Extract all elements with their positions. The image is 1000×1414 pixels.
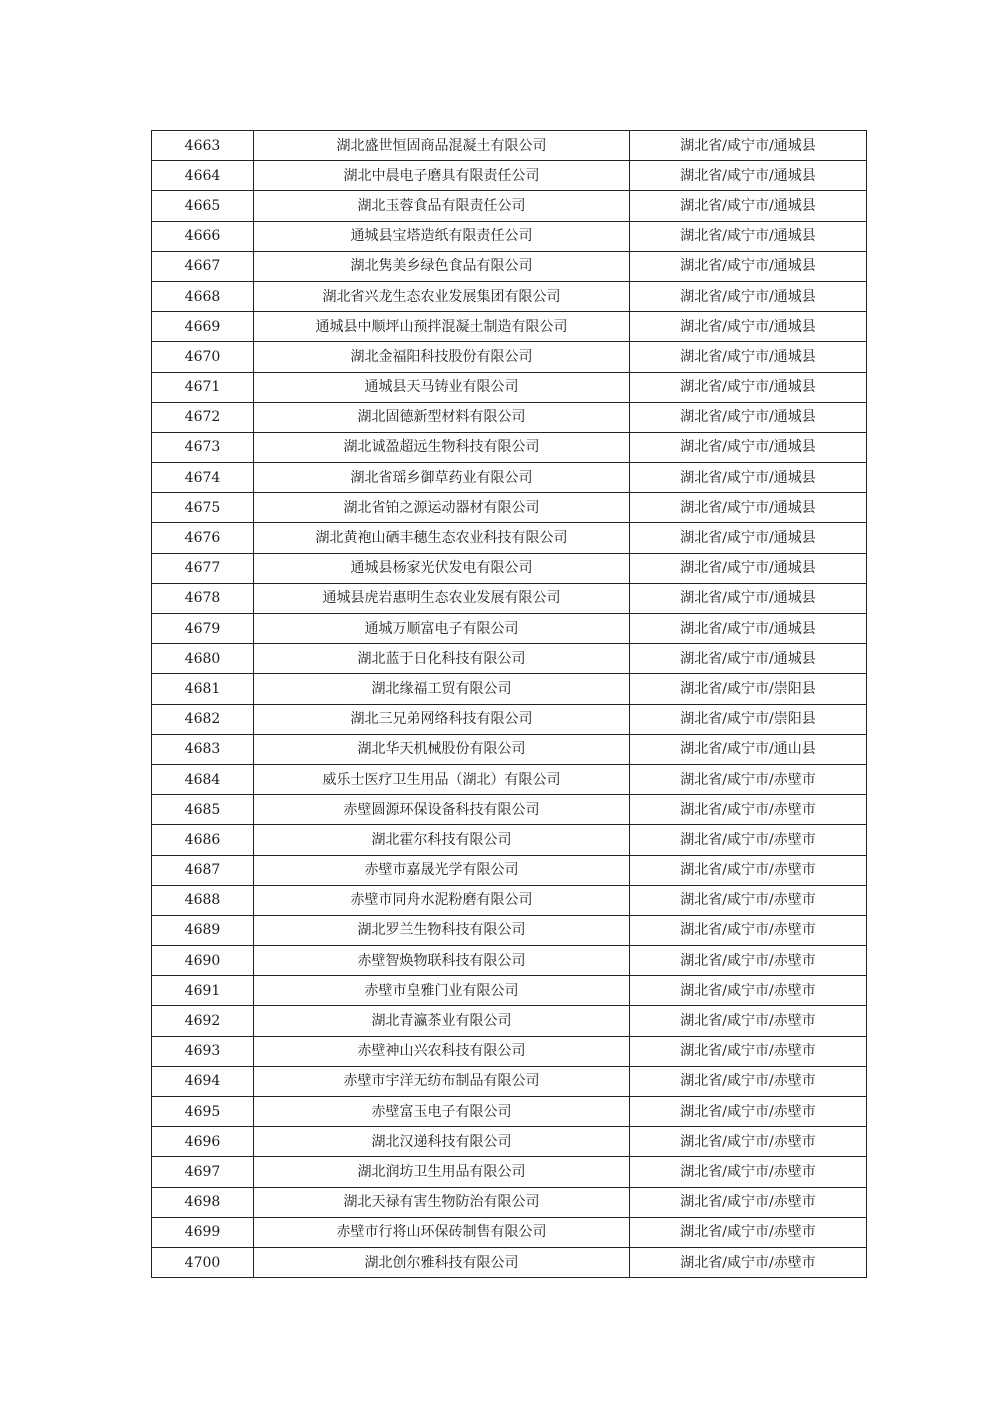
company-name-cell: 湖北黄袍山硒丰穗生态农业科技有限公司 — [254, 523, 630, 553]
company-name-cell: 湖北盛世恒固商品混凝土有限公司 — [254, 131, 630, 161]
company-name-cell: 湖北天禄有害生物防治有限公司 — [254, 1187, 630, 1217]
region-cell: 湖北省/咸宁市/通城县 — [630, 463, 867, 493]
row-number-cell: 4678 — [152, 583, 254, 613]
row-number-cell: 4692 — [152, 1006, 254, 1036]
table-row — [152, 915, 867, 945]
row-number-cell: 4695 — [152, 1097, 254, 1127]
company-name-cell: 通城万顺富电子有限公司 — [254, 614, 630, 644]
company-name-cell: 威乐士医疗卫生用品（湖北）有限公司 — [254, 764, 630, 794]
company-name-cell: 湖北华天机械股份有限公司 — [254, 734, 630, 764]
row-number-cell: 4693 — [152, 1036, 254, 1066]
region-cell: 湖北省/咸宁市/赤壁市 — [630, 764, 867, 794]
company-name-cell: 赤壁市行将山环保砖制售有限公司 — [254, 1217, 630, 1247]
table-row — [152, 1006, 867, 1036]
company-name-cell: 赤壁市皇雅门业有限公司 — [254, 976, 630, 1006]
company-name-cell: 赤壁市宇洋无纺布制品有限公司 — [254, 1066, 630, 1096]
company-name-cell: 湖北省瑶乡御草药业有限公司 — [254, 463, 630, 493]
row-number-cell: 4686 — [152, 825, 254, 855]
region-cell: 湖北省/咸宁市/赤壁市 — [630, 976, 867, 1006]
table-row — [152, 976, 867, 1006]
row-number-cell: 4683 — [152, 734, 254, 764]
row-number-cell: 4671 — [152, 372, 254, 402]
company-name-cell: 湖北蓝于日化科技有限公司 — [254, 644, 630, 674]
region-cell: 湖北省/咸宁市/赤壁市 — [630, 1006, 867, 1036]
company-name-cell: 通城县虎岩惠明生态农业发展有限公司 — [254, 583, 630, 613]
company-name-cell: 湖北缘福工贸有限公司 — [254, 674, 630, 704]
table-row — [152, 1247, 867, 1277]
row-number-cell: 4665 — [152, 191, 254, 221]
region-cell: 湖北省/咸宁市/通山县 — [630, 734, 867, 764]
company-name-cell: 湖北汉递科技有限公司 — [254, 1127, 630, 1157]
company-name-cell: 湖北省兴龙生态农业发展集团有限公司 — [254, 281, 630, 311]
row-number-cell: 4694 — [152, 1066, 254, 1096]
row-number-cell: 4664 — [152, 161, 254, 191]
company-name-cell: 湖北玉蓉食品有限责任公司 — [254, 191, 630, 221]
table-row — [152, 523, 867, 553]
table-row — [152, 583, 867, 613]
row-number-cell: 4696 — [152, 1127, 254, 1157]
company-name-cell: 湖北隽美乡绿色食品有限公司 — [254, 251, 630, 281]
table-row — [152, 764, 867, 794]
region-cell: 湖北省/咸宁市/赤壁市 — [630, 1187, 867, 1217]
region-cell: 湖北省/咸宁市/通城县 — [630, 131, 867, 161]
region-cell: 湖北省/咸宁市/通城县 — [630, 614, 867, 644]
table-row — [152, 795, 867, 825]
region-cell: 湖北省/咸宁市/赤壁市 — [630, 1066, 867, 1096]
row-number-cell: 4689 — [152, 915, 254, 945]
table-row — [152, 312, 867, 342]
row-number-cell: 4691 — [152, 976, 254, 1006]
table-row — [152, 553, 867, 583]
region-cell: 湖北省/咸宁市/通城县 — [630, 312, 867, 342]
region-cell: 湖北省/咸宁市/赤壁市 — [630, 1127, 867, 1157]
row-number-cell: 4675 — [152, 493, 254, 523]
row-number-cell: 4680 — [152, 644, 254, 674]
company-name-cell: 湖北润坊卫生用品有限公司 — [254, 1157, 630, 1187]
region-cell: 湖北省/咸宁市/赤壁市 — [630, 946, 867, 976]
region-cell: 湖北省/咸宁市/通城县 — [630, 342, 867, 372]
table-row — [152, 493, 867, 523]
row-number-cell: 4674 — [152, 463, 254, 493]
region-cell: 湖北省/咸宁市/赤壁市 — [630, 1157, 867, 1187]
row-number-cell: 4697 — [152, 1157, 254, 1187]
row-number-cell: 4690 — [152, 946, 254, 976]
region-cell: 湖北省/咸宁市/通城县 — [630, 523, 867, 553]
region-cell: 湖北省/咸宁市/崇阳县 — [630, 674, 867, 704]
region-cell: 湖北省/咸宁市/通城县 — [630, 251, 867, 281]
company-name-cell: 湖北三兄弟网络科技有限公司 — [254, 704, 630, 734]
table-row — [152, 281, 867, 311]
region-cell: 湖北省/咸宁市/赤壁市 — [630, 885, 867, 915]
company-name-cell: 湖北青瀛茶业有限公司 — [254, 1006, 630, 1036]
company-table — [151, 130, 867, 1278]
company-name-cell: 湖北中晨电子磨具有限责任公司 — [254, 161, 630, 191]
region-cell: 湖北省/咸宁市/赤壁市 — [630, 1217, 867, 1247]
table-body — [152, 131, 867, 1278]
row-number-cell: 4698 — [152, 1187, 254, 1217]
region-cell: 湖北省/咸宁市/通城县 — [630, 644, 867, 674]
row-number-cell: 4668 — [152, 281, 254, 311]
region-cell: 湖北省/咸宁市/通城县 — [630, 493, 867, 523]
table-row — [152, 402, 867, 432]
company-name-cell: 湖北固德新型材料有限公司 — [254, 402, 630, 432]
table-row — [152, 251, 867, 281]
region-cell: 湖北省/咸宁市/通城县 — [630, 583, 867, 613]
region-cell: 湖北省/咸宁市/通城县 — [630, 372, 867, 402]
region-cell: 湖北省/咸宁市/赤壁市 — [630, 1247, 867, 1277]
company-name-cell: 通城县天马铸业有限公司 — [254, 372, 630, 402]
table-row — [152, 885, 867, 915]
table-row — [152, 825, 867, 855]
company-name-cell: 湖北罗兰生物科技有限公司 — [254, 915, 630, 945]
region-cell: 湖北省/咸宁市/通城县 — [630, 553, 867, 583]
table-row — [152, 131, 867, 161]
company-name-cell: 通城县杨家光伏发电有限公司 — [254, 553, 630, 583]
row-number-cell: 4684 — [152, 764, 254, 794]
table-row — [152, 704, 867, 734]
table-row — [152, 855, 867, 885]
table-row — [152, 1127, 867, 1157]
row-number-cell: 4687 — [152, 855, 254, 885]
region-cell: 湖北省/咸宁市/赤壁市 — [630, 1036, 867, 1066]
region-cell: 湖北省/咸宁市/赤壁市 — [630, 795, 867, 825]
company-name-cell: 通城县宝塔造纸有限责任公司 — [254, 221, 630, 251]
company-name-cell: 赤壁市嘉晟光学有限公司 — [254, 855, 630, 885]
row-number-cell: 4679 — [152, 614, 254, 644]
table-row — [152, 191, 867, 221]
company-name-cell: 赤壁神山兴农科技有限公司 — [254, 1036, 630, 1066]
region-cell: 湖北省/咸宁市/通城县 — [630, 432, 867, 462]
table-row — [152, 1097, 867, 1127]
company-name-cell: 赤壁圆源环保设备科技有限公司 — [254, 795, 630, 825]
region-cell: 湖北省/咸宁市/通城县 — [630, 402, 867, 432]
region-cell: 湖北省/咸宁市/赤壁市 — [630, 855, 867, 885]
row-number-cell: 4682 — [152, 704, 254, 734]
row-number-cell: 4699 — [152, 1217, 254, 1247]
region-cell: 湖北省/咸宁市/赤壁市 — [630, 825, 867, 855]
row-number-cell: 4666 — [152, 221, 254, 251]
row-number-cell: 4670 — [152, 342, 254, 372]
region-cell: 湖北省/咸宁市/通城县 — [630, 221, 867, 251]
table-row — [152, 161, 867, 191]
company-name-cell: 赤壁智焕物联科技有限公司 — [254, 946, 630, 976]
table-row — [152, 432, 867, 462]
company-name-cell: 湖北创尔雅科技有限公司 — [254, 1247, 630, 1277]
company-name-cell: 通城县中顺坪山预拌混凝土制造有限公司 — [254, 312, 630, 342]
region-cell: 湖北省/咸宁市/通城县 — [630, 281, 867, 311]
table-row — [152, 674, 867, 704]
row-number-cell: 4673 — [152, 432, 254, 462]
company-name-cell: 赤壁市同舟水泥粉磨有限公司 — [254, 885, 630, 915]
company-name-cell: 湖北省铂之源运动器材有限公司 — [254, 493, 630, 523]
row-number-cell: 4663 — [152, 131, 254, 161]
row-number-cell: 4685 — [152, 795, 254, 825]
row-number-cell: 4688 — [152, 885, 254, 915]
table-row — [152, 1217, 867, 1247]
table-row — [152, 372, 867, 402]
row-number-cell: 4676 — [152, 523, 254, 553]
table-row — [152, 614, 867, 644]
company-name-cell: 湖北霍尔科技有限公司 — [254, 825, 630, 855]
region-cell: 湖北省/咸宁市/崇阳县 — [630, 704, 867, 734]
row-number-cell: 4681 — [152, 674, 254, 704]
table-row — [152, 221, 867, 251]
table-row — [152, 946, 867, 976]
company-name-cell: 湖北诚盈超远生物科技有限公司 — [254, 432, 630, 462]
row-number-cell: 4667 — [152, 251, 254, 281]
region-cell: 湖北省/咸宁市/赤壁市 — [630, 915, 867, 945]
company-name-cell: 赤壁富玉电子有限公司 — [254, 1097, 630, 1127]
table-row — [152, 734, 867, 764]
region-cell: 湖北省/咸宁市/通城县 — [630, 191, 867, 221]
table-row — [152, 463, 867, 493]
row-number-cell: 4700 — [152, 1247, 254, 1277]
table-row — [152, 644, 867, 674]
row-number-cell: 4677 — [152, 553, 254, 583]
table-row — [152, 1066, 867, 1096]
table-row — [152, 1036, 867, 1066]
table-row — [152, 1157, 867, 1187]
region-cell: 湖北省/咸宁市/通城县 — [630, 161, 867, 191]
table-row — [152, 342, 867, 372]
company-name-cell: 湖北金福阳科技股份有限公司 — [254, 342, 630, 372]
table-row — [152, 1187, 867, 1217]
row-number-cell: 4669 — [152, 312, 254, 342]
region-cell: 湖北省/咸宁市/赤壁市 — [630, 1097, 867, 1127]
row-number-cell: 4672 — [152, 402, 254, 432]
